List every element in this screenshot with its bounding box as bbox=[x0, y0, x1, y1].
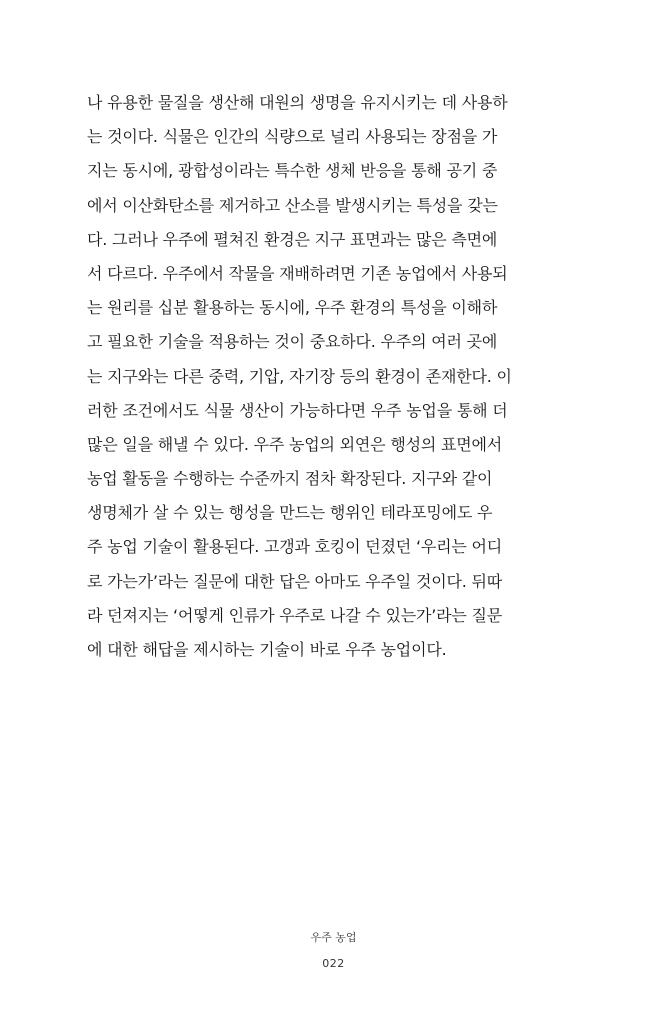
page-number: 022 bbox=[322, 957, 345, 970]
text-line: 지는 동시에, 광합성이라는 특수한 생체 반응을 통해 공기 중 bbox=[87, 161, 498, 181]
text-line: 에 대한 해답을 제시하는 기술이 바로 우주 농업이다. bbox=[87, 640, 447, 659]
text-line: 나 유용한 물질을 생산해 대원의 생명을 유지시키는 데 사용하 bbox=[87, 93, 508, 112]
running-footer-title: 우주 농업 bbox=[310, 931, 357, 944]
body-text bbox=[87, 86, 587, 667]
text-line: 로 가는가’라는 질문에 대한 답은 아마도 우주일 것이다. 뒤따 bbox=[87, 571, 503, 591]
text-line: 주 농업 기술이 활용된다. 고갱과 호킹이 던졌던 ‘우리는 어디 bbox=[87, 537, 503, 557]
text-line: 서 다르다. 우주에서 작물을 재배하려면 기존 농업에서 사용되 bbox=[87, 263, 508, 283]
text-line: 러한 조건에서도 식물 생산이 가능하다면 우주 농업을 통해 더 bbox=[87, 400, 508, 420]
text-line: 다. 그러나 우주에 펼쳐진 환경은 지구 표면과는 많은 측면에 bbox=[87, 229, 498, 249]
text-line: 는 것이다. 식물은 인간의 식량으로 널리 사용되는 장점을 가 bbox=[87, 127, 498, 147]
text-line: 에서 이산화탄소를 제거하고 산소를 발생시키는 특성을 갖는 bbox=[87, 195, 498, 215]
text-line: 농업 활동을 수행하는 수준까지 점차 확장된다. 지구와 같이 bbox=[87, 469, 493, 489]
text-line: 생명체가 살 수 있는 행성을 만드는 행위인 테라포밍에도 우 bbox=[87, 503, 493, 523]
text-line: 라 던져지는 ‘어떻게 인류가 우주로 나갈 수 있는가’라는 질문 bbox=[87, 605, 503, 625]
text-line: 는 지구와는 다른 중력, 기압, 자기장 등의 환경이 존재한다. 이 bbox=[87, 366, 512, 386]
text-line: 고 필요한 기술을 적용하는 것이 중요하다. 우주의 여러 곳에 bbox=[87, 332, 498, 352]
text-line: 많은 일을 해낼 수 있다. 우주 농업의 외연은 행성의 표면에서 bbox=[87, 434, 503, 454]
text-line: 는 원리를 십분 활용하는 동시에, 우주 환경의 특성을 이해하 bbox=[87, 298, 498, 318]
